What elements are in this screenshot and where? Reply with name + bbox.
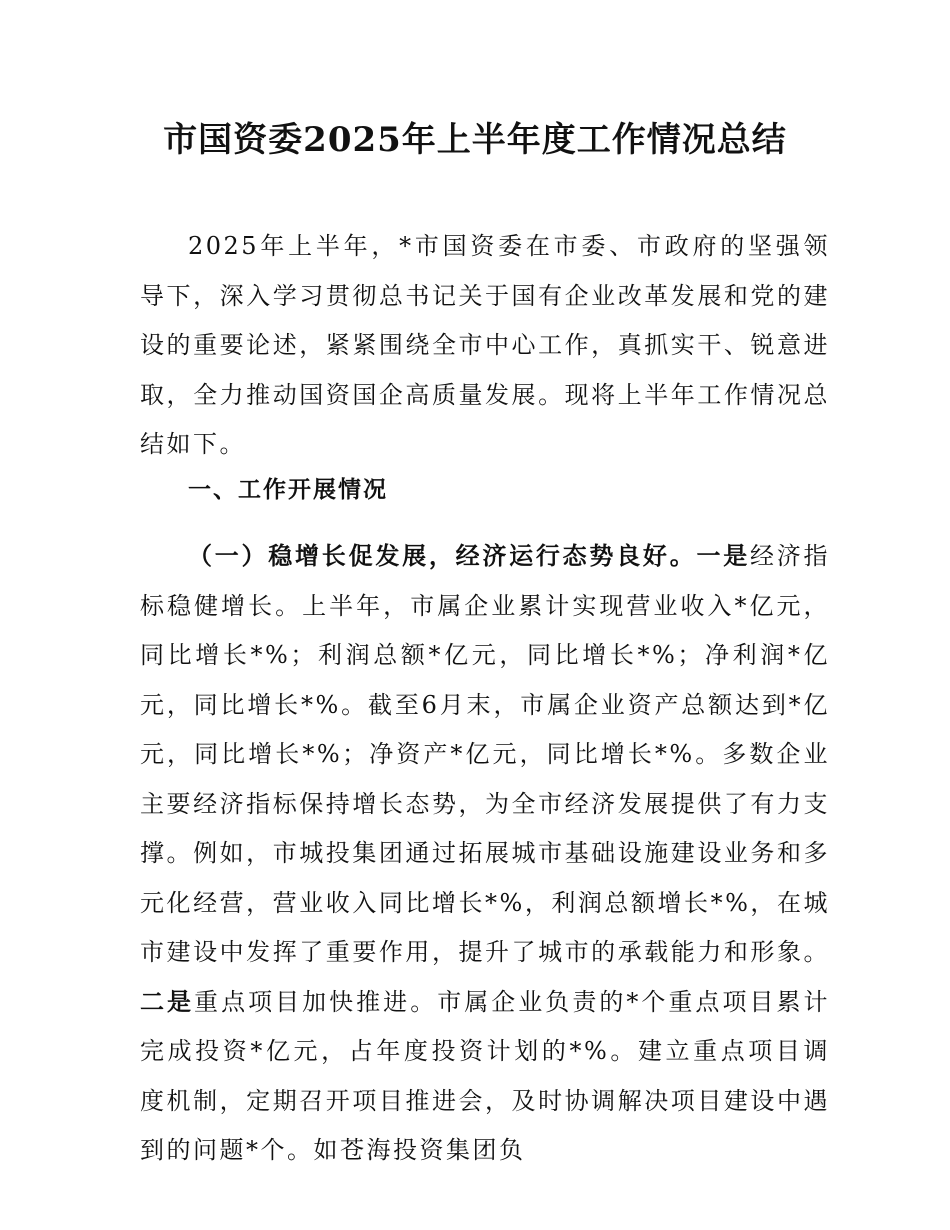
point-text-1: 经济指标稳健增长。上半年，市属企业累计实现营业收入*亿元，同比增长*%；利润总额*亿元，同比增长*%；净利润*亿元，同比增长*%。截至6月末，市属企业资产总额达到*亿元，同比增长*%；净资产*亿元，同比增长*%。多数企业主要经济指标保持增长态势，为全市经济发展提供了有力支撑。例如，市城投集团通过拓展城市基础设施建设业务和多元化经营，营业收入同比增长*%，利润总额增长*%，在城市建设中发挥了重要作用，提升了城市的承载能力和形象。 — [140, 542, 831, 966]
point-marker-2: 二是 — [140, 987, 195, 1016]
point-marker-1: 一是 — [696, 542, 750, 570]
intro-paragraph: 2025年上半年，*市国资委在市委、市政府的坚强领导下，深入学习贯彻总书记关于国有企业改革发展和党的建设的重要论述，紧紧围绕全市中心工作，真抓实干、锐意进取，全力推动国资国企高质量发展。现将上半年工作情况总结如下。 — [140, 232, 830, 458]
section1-subheading: （一）稳增长促发展，经济运行态势良好。 — [188, 542, 697, 570]
section1-paragraph — [140, 532, 830, 1176]
point-text-2: 重点项目加快推进。市属企业负责的*个重点项目累计完成投资*亿元，占年度投资计划的*%。建立重点项目调度机制，定期召开项目推进会，及时协调解决项目建设中遇到的问题*个。如苍海投资集团负 — [140, 987, 831, 1164]
section-heading: 一、工作开展情况 — [188, 477, 388, 503]
document-title: 市国资委2025年上半年度工作情况总结 — [163, 120, 787, 160]
